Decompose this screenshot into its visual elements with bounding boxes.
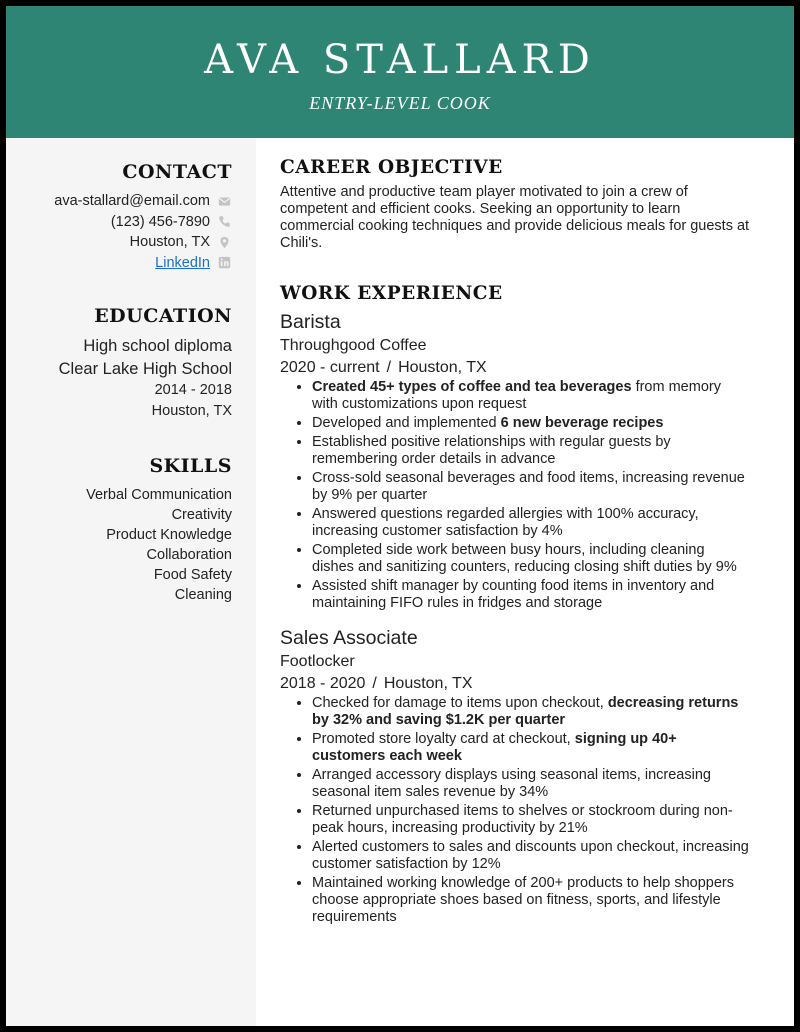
experience-heading: WORK EXPERIENCE (280, 283, 503, 304)
job-dates: 2018 - 2020 (280, 675, 366, 692)
resume-page (6, 6, 794, 1026)
bullet-item (312, 731, 750, 765)
skills-list (6, 485, 232, 605)
job-company: Footlocker (280, 653, 355, 670)
objective-heading: CAREER OBJECTIVE (280, 157, 503, 178)
main-column (280, 156, 750, 928)
job-location: Houston, TX (398, 359, 487, 376)
bullet-item (312, 542, 750, 576)
contact-email-row (6, 191, 232, 212)
phone-icon (216, 215, 232, 228)
bullet-item (312, 434, 750, 468)
education-years: 2014 - 2018 (154, 382, 232, 398)
bullet-highlight: 6 new beverage recipes (500, 415, 664, 431)
bullet-item (312, 578, 750, 612)
bullet-item (312, 470, 750, 504)
candidate-name: AVA STALLARD (204, 37, 596, 83)
bullet-text: Alerted customers to sales and discounts upon checkout, increasing customer satisfaction by 12% (312, 839, 749, 872)
job-location: Houston, TX (383, 675, 473, 692)
job-company: Throughgood Coffee (280, 337, 427, 354)
bullet-item (312, 839, 750, 873)
education-degree: High school diploma (83, 337, 232, 355)
bullet-text: Completed side work between busy hours, including cleaning dishes and sanitizing counters, reducing closing shift duties by 9% (312, 542, 737, 575)
skill-item: Product Knowledge (106, 527, 232, 543)
skill-item: Food Safety (153, 567, 232, 583)
education-heading: EDUCATION (94, 305, 232, 327)
resume-header (6, 6, 794, 138)
education-school: Clear Lake High School (58, 359, 232, 378)
skill-item: Cleaning (174, 587, 232, 603)
contact-linkedin-row (6, 253, 232, 274)
job-title: Barista (280, 311, 341, 333)
contact-phone-row (6, 212, 232, 233)
job-dates: 2020 - current (280, 359, 380, 376)
job-entry (280, 626, 750, 926)
job-bullets (280, 695, 750, 926)
skills-heading: SKILLS (149, 455, 232, 477)
bullet-text: Cross-sold seasonal beverages and food items, increasing revenue by 9% per quarter (312, 470, 745, 503)
bullet-text: Arranged accessory displays using seasonal items, increasing seasonal item sales revenue by 34% (312, 767, 711, 800)
contact-email: ava-stallard@email.com (54, 193, 210, 209)
skill-item: Collaboration (146, 547, 232, 563)
bullet-item (312, 379, 750, 413)
contact-location-row (6, 232, 232, 253)
bullet-highlight: Created 45+ types of coffee and tea beverages (312, 379, 632, 395)
bullet-item (312, 875, 750, 926)
bullet-text: Checked for damage to items upon checkout, (312, 695, 608, 711)
bullet-text: Answered questions regarded allergies with 100% accuracy, increasing customer satisfaction by 4% (312, 506, 699, 539)
bullet-item (312, 803, 750, 837)
linkedin-link[interactable]: LinkedIn (155, 254, 210, 271)
job-separator: / (372, 675, 377, 692)
bullet-item (312, 767, 750, 801)
map-pin-icon (216, 236, 232, 249)
envelope-icon (216, 195, 232, 208)
objective-text: Attentive and productive team player motivated to join a crew of competent and efficient cooks. Seeking an opportunity to learn commercial cooking techniques and provide delicious meals for guests at Chili's. (280, 184, 750, 251)
job-bullets (280, 379, 750, 612)
job-title: Sales Associate (280, 627, 418, 649)
contact-phone: (123) 456-7890 (110, 213, 210, 230)
skill-item: Verbal Communication (86, 487, 232, 503)
sidebar (6, 138, 256, 1026)
jobs-list (280, 310, 750, 926)
candidate-title: ENTRY-LEVEL COOK (309, 93, 491, 113)
contact-location: Houston, TX (129, 234, 210, 250)
bullet-highlight: decreasing returns by 32% and saving $1.2K per quarter (312, 695, 739, 728)
job-entry (280, 310, 750, 612)
bullet-item (312, 415, 750, 432)
job-separator: / (386, 359, 392, 376)
contact-heading: CONTACT (122, 161, 232, 183)
bullet-text: Established positive relationships with regular guests by remembering order details in advance (312, 434, 671, 467)
bullet-item (312, 506, 750, 540)
bullet-text: Maintained working knowledge of 200+ products to help shoppers choose appropriate shoes based on fitness, sports, and lifestyle requirements (312, 875, 734, 925)
bullet-text: Returned unpurchased items to shelves or stockroom during non-peak hours, increasing productivity by 21% (312, 803, 733, 836)
education-location: Houston, TX (151, 402, 232, 419)
bullet-text: Developed and implemented (312, 415, 501, 431)
bullet-highlight: signing up 40+ customers each week (312, 731, 677, 764)
skill-item: Creativity (171, 507, 232, 523)
bullet-text: Assisted shift manager by counting food items in inventory and maintaining FIFO rules in fridges and storage (312, 578, 715, 611)
bullet-text: from memory with customizations upon request (312, 379, 721, 412)
job-dates-location (280, 358, 750, 378)
linkedin-icon (216, 256, 232, 269)
bullet-item (312, 695, 750, 729)
job-dates-location (280, 674, 750, 694)
bullet-text: Promoted store loyalty card at checkout, (312, 731, 575, 747)
